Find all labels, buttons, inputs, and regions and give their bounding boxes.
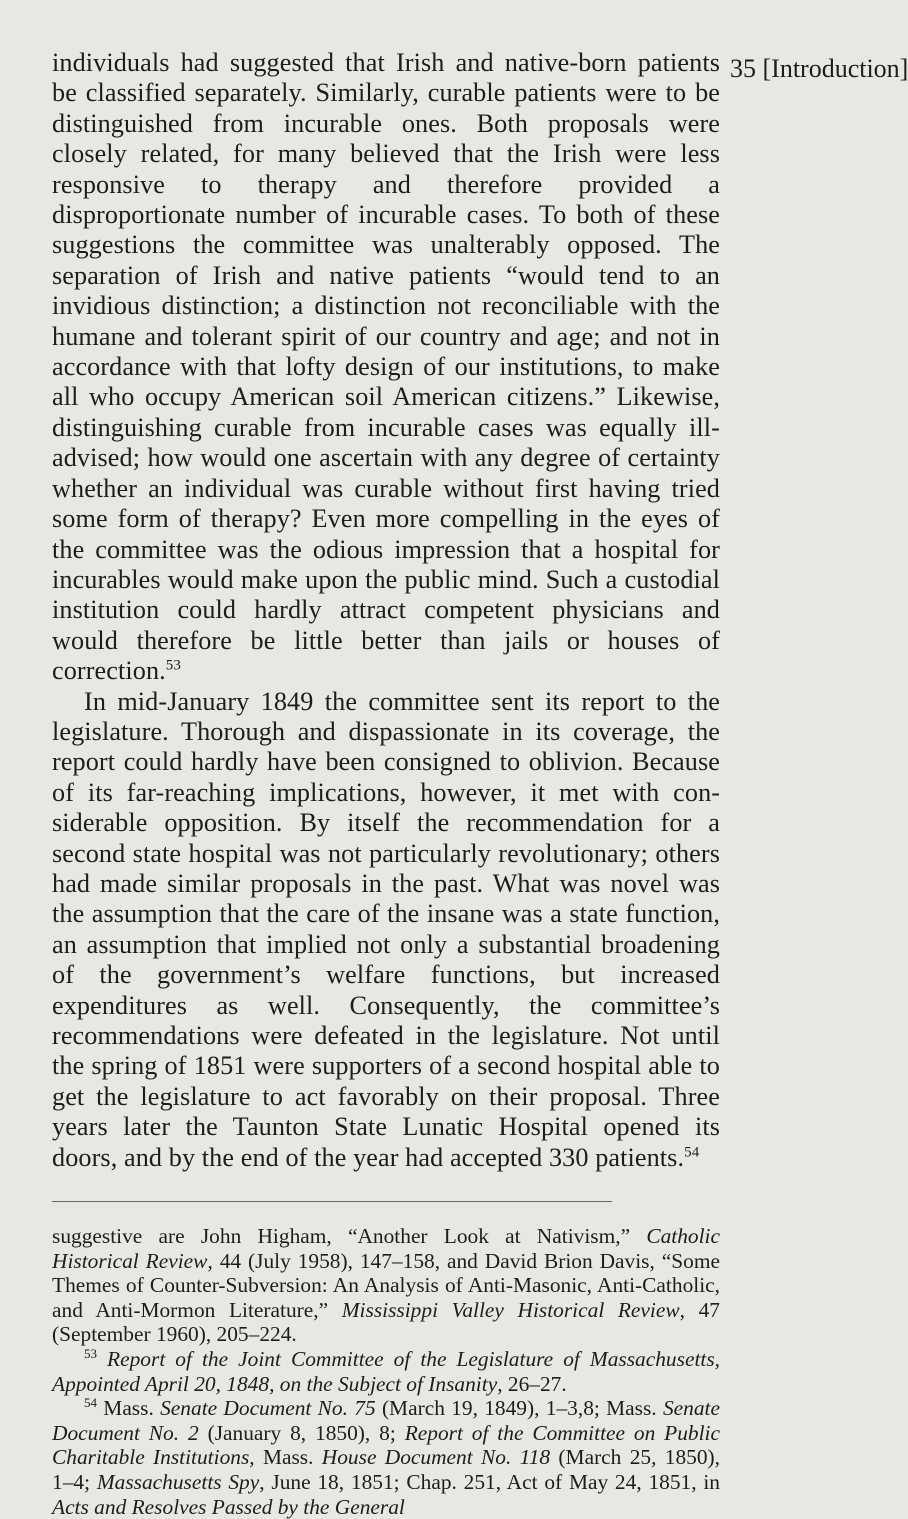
footnote-ref-54[interactable]: 54 (684, 1143, 700, 1160)
footnote-continuation: suggestive are John Higham, “Another Look at Nativism,” Catholic Historical Review, 44 (July 1958), 147–158, and David Brion Davis, “Some Themes of Counter-Subversion: An Analysis of Anti-Masonic, Anti-Catholic, and Anti-Mormon Literature,” Mississippi Valley Historical Review, 47 (September 1960), 205–224. (52, 1224, 720, 1347)
body-paragraph-1 (52, 48, 720, 687)
paragraph-text: In mid-January 1849 the committee sent its report to the legislature. Thorough and dispassionate in its coverage, the report could hardly have been consigned to oblivion. Because of its far-reaching implications, however, it met with considerable opposition. By itself the recommendation for a second state hospital was not particularly revolutionary; others had made similar proposals in the past. What was novel was the assumption that the care of the insane was a state function, an assumption that implied not only a substantial broadening of the government’s welfare functions, but increased expenditures as well. Consequently, the committee’s recommendations were defeated in the legislature. Not until the spring of 1851 were supporters of a second hospital able to get the legislature to act favorably on their proposal. Three years later the Taunton State Lunatic Hospital opened its doors, and by the end of the year had accepted 330 patients. (52, 686, 720, 1172)
footnote-number: 54 (84, 1395, 97, 1411)
footnote-53: $^{53}$ Report of the Joint Committee of the Legislature of Massachusetts, Appointed April 20, 1848, on the Subject of Insanity, 26–27. (52, 1345, 720, 1396)
body-text (52, 48, 720, 1173)
text-column (52, 48, 720, 1519)
footnote-ref-53[interactable]: 53 (165, 657, 181, 674)
footnote-number: 53 (84, 1345, 97, 1361)
footnotes (52, 1224, 720, 1519)
paragraph-text: individuals had suggested that Irish and native-born patients be classified separately. Similarly, curable patients were to be distinguished from incurable ones. Both proposals were closely related, for many believed that the Irish were less responsive to therapy and therefore provided a disproportionate number of incurable cases. To both of these suggestions the committee was unalterably opposed. The separation of Irish and native patients “would tend to an invidious distinction; a distinction not reconciliable with the humane and tolerant spirit of our country and age; and not in accordance with that lofty design of our institutions, to make all who occupy American soil American citizens.” Likewise, distinguishing curable from incurable cases was equally ill-advised; how would one ascertain with any degree of certainty whether an individual was curable without first having tried some form of therapy? Even more compelling in the eyes of the committee was the odious impression that a hospital for incurables would make upon the public mind. Such a custodial institution could hardly attract competent physicians and would therefore be little better than jails or houses of correction. (52, 48, 720, 686)
footnote-divider (52, 1201, 612, 1202)
running-head: 35 [Introduction] (730, 54, 908, 83)
footnote-54: $^{54}$ Mass. Senate Document No. 75 (March 19, 1849), 1–3,8; Mass. Senate Document No. 2 (January 8, 1850), 8; Report of the Committee on Public Charitable Institutions, Mass. House Document No. 118 (March 25, 1850), 1–4; Massachusetts Spy, June 18, 1851; Chap. 251, Act of May 24, 1851, in Acts and Resolves Passed by the General (52, 1395, 720, 1519)
body-paragraph-2 (52, 687, 720, 1174)
